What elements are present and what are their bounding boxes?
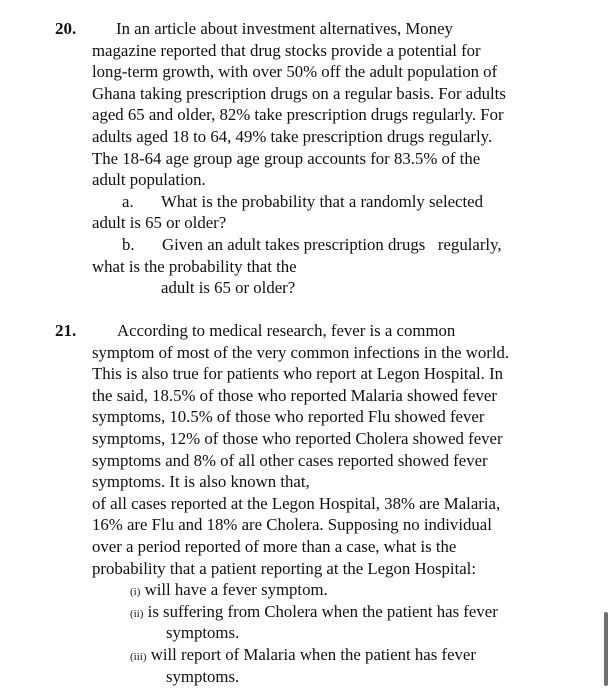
question-text-line: In an article about investment alternatives, Money	[116, 19, 453, 38]
question-text-line: symptoms. It is also known that,	[92, 472, 310, 492]
part-b-text-cont: adult is 65 or older?	[161, 278, 296, 298]
question-text-line: over a period reported of more than a case, what is the	[92, 537, 457, 556]
question-text-line: Ghana taking prescription drugs on a regular basis. For adults	[92, 83, 506, 103]
sub-question-text: will have a fever symptom.	[144, 580, 328, 600]
sub-question-text: is suffering from Cholera when the patient has fever	[147, 601, 498, 621]
sub-question-text-cont: symptoms.	[166, 623, 240, 643]
part-a-text: What is the probability that a randomly selected	[161, 191, 484, 211]
question-text-line: long-term growth, with over 50% off the adult population of	[92, 62, 498, 82]
sub-question-label: (iii)	[130, 651, 147, 663]
question-text-line: The 18-64 age group age group accounts for 83.5% of the	[92, 148, 481, 168]
part-b-text-cont: what is the probability that the	[92, 256, 297, 276]
sub-question-text: will report of Malaria when the patient has fever	[150, 645, 476, 664]
question-text-line: the said, 18.5% of those who reported Malaria showed fever	[92, 385, 497, 405]
question-text-line: symptoms and 8% of all other cases reported showed fever	[92, 450, 488, 470]
question-text-line: symptoms, 12% of those who reported Cholera showed fever	[92, 429, 503, 448]
part-b-label: b.	[122, 235, 135, 254]
sub-question-label: (i)	[130, 586, 141, 599]
vertical-scrollbar[interactable]	[604, 612, 608, 686]
part-a-label: a.	[122, 191, 134, 211]
question-text-line: symptom of most of the very common infections in the world.	[92, 342, 510, 362]
question-text-line: magazine reported that drug stocks provide a potential for	[92, 40, 481, 60]
question-number: 21.	[55, 321, 77, 340]
question-text-line: symptoms, 10.5% of those who reported Flu showed fever	[92, 407, 485, 427]
question-text-line: 16% are Flu and 18% are Cholera. Supposing no individual	[92, 515, 492, 535]
question-text-line: adults aged 18 to 64, 49% take prescription drugs regularly.	[92, 127, 493, 146]
question-number: 20.	[55, 19, 77, 38]
question-text-line: probability that a patient reporting at the Legon Hospital:	[92, 558, 477, 578]
question-text-line: This is also true for patients who report at Legon Hospital. In	[92, 364, 504, 384]
part-b-text: Given an adult takes prescription drugs regularly,	[162, 235, 502, 254]
question-text-line: According to medical research, fever is a common	[117, 321, 456, 340]
question-text-line: aged 65 and older, 82% take prescription drugs regularly. For	[92, 105, 504, 125]
part-a-text-cont: adult is 65 or older?	[92, 213, 227, 233]
sub-question-text-cont: symptoms.	[166, 666, 240, 686]
sub-question-label: (ii)	[130, 607, 144, 620]
question-text-line: adult population.	[92, 170, 206, 190]
question-text-line: of all cases reported at the Legon Hospital, 38% are Malaria,	[92, 493, 501, 513]
